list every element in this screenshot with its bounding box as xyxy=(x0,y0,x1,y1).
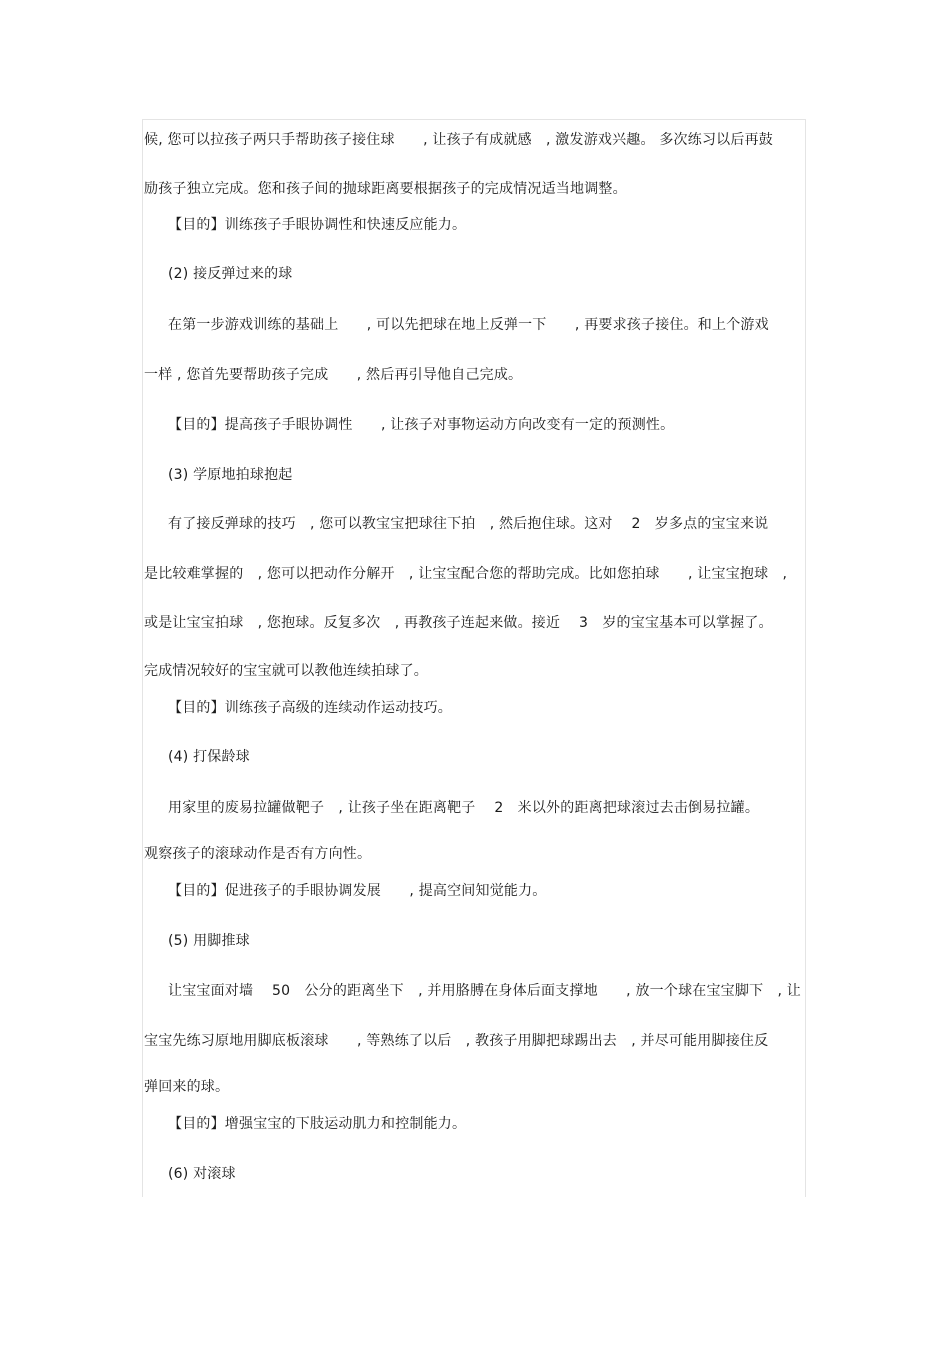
paragraph-line: 宝宝先练习原地用脚底板滚球 , 等熟练了以后 , 教孩子用脚把球踢出去 , 并尽可能用脚接住反 xyxy=(144,1033,769,1049)
paragraph-line: 候, 您可以拉孩子两只手帮助孩子接住球 , 让孩子有成就感 , 激发游戏兴趣。 多次练习以后再鼓 xyxy=(144,132,773,148)
paragraph-line: 一样 , 您首先要帮助孩子完成 , 然后再引导他自己完成。 xyxy=(144,367,523,383)
section-heading: (3) 学原地拍球抱起 xyxy=(168,467,293,483)
purpose-line: 【目的】促进孩子的手眼协调发展 , 提高空间知觉能力。 xyxy=(168,883,547,899)
purpose-line: 【目的】训练孩子高级的连续动作运动技巧。 xyxy=(168,700,452,716)
paragraph-line: 励孩子独立完成。您和孩子间的抛球距离要根据孩子的完成情况适当地调整。 xyxy=(144,181,627,197)
paragraph-line: 弹回来的球。 xyxy=(144,1079,230,1095)
paragraph-line: 用家里的废易拉罐做靶子 , 让孩子坐在距离靶子 2 米以外的距离把球滚过去击倒易拉罐。 xyxy=(168,800,760,816)
paragraph-line: 有了接反弹球的技巧 , 您可以教宝宝把球往下拍 , 然后抱住球。这对 2 岁多点的宝宝来说 xyxy=(168,516,769,532)
paragraph-line: 完成情况较好的宝宝就可以教他连续拍球了。 xyxy=(144,663,428,679)
purpose-line: 【目的】训练孩子手眼协调性和快速反应能力。 xyxy=(168,217,467,233)
section-heading: (2) 接反弹过来的球 xyxy=(168,266,293,282)
section-heading: (4) 打保龄球 xyxy=(168,749,250,765)
purpose-line: 【目的】提高孩子手眼协调性 , 让孩子对事物运动方向改变有一定的预测性。 xyxy=(168,417,675,433)
paragraph-line: 观察孩子的滚球动作是否有方向性。 xyxy=(144,846,372,862)
paragraph-line: 或是让宝宝拍球 , 您抱球。反复多次 , 再教孩子连起来做。接近 3 岁的宝宝基本可以掌握了。 xyxy=(144,615,773,631)
paragraph-line: 是比较难掌握的 , 您可以把动作分解开 , 让宝宝配合您的帮助完成。比如您拍球 , 让宝宝抱球 , xyxy=(144,566,788,582)
paragraph-line: 在第一步游戏训练的基础上 , 可以先把球在地上反弹一下 , 再要求孩子接住。和上个游戏 xyxy=(168,317,769,333)
purpose-line: 【目的】增强宝宝的下肢运动肌力和控制能力。 xyxy=(168,1116,467,1132)
section-heading: (5) 用脚推球 xyxy=(168,933,250,949)
paragraph-line: 让宝宝面对墙 50 公分的距离坐下 , 并用胳膊在身体后面支撑地 , 放一个球在宝宝脚下 , 让 xyxy=(168,983,801,999)
section-heading: (6) 对滚球 xyxy=(168,1166,236,1182)
